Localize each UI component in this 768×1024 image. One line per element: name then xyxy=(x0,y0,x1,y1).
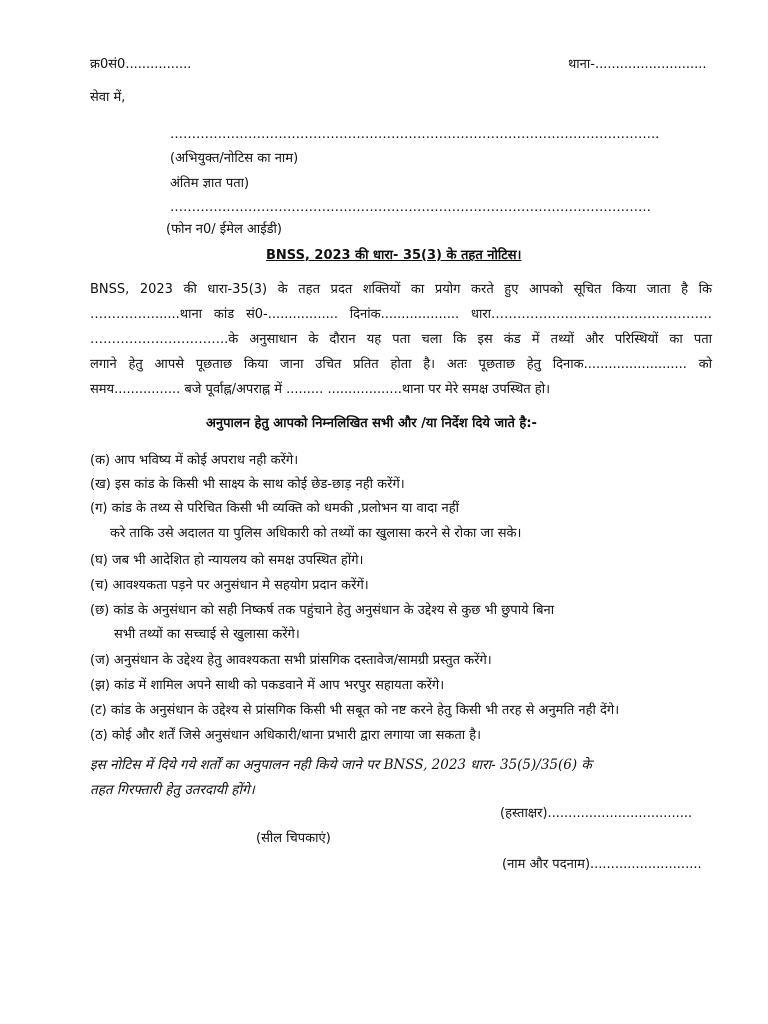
warning-line: तहत गिरफ्तारी हेतु उतरदायी होंगे। xyxy=(90,782,255,798)
recipient-contact-label: (फोन न0/ ईमेल आईडी) xyxy=(166,222,282,237)
case-number: क्र0सं0................ xyxy=(90,57,192,72)
instruction-item: (क) आप भविष्य में कोई अपराध नही करेंगे। xyxy=(90,453,299,468)
police-station: थाना-........................... xyxy=(568,57,707,72)
recipient-address-label: अंतिम ज्ञात पता) xyxy=(170,176,250,191)
instruction-item-continued: करे ताकि उसे अदालत या पुलिस अधिकारी को तथ्यों का खुलासा करने से रोका जा सके। xyxy=(110,526,522,541)
recipient-address-line: ………………………………………………………………………………………………… xyxy=(170,200,651,215)
notice-title: BNSS, 2023 की धारा- 35(3) के तहत नोटिस। xyxy=(266,248,522,263)
body-line: BNSS, 2023 की धारा-35(3) के तहत प्रदत शक्तियों का प्रयोग करते हुए आपको सूचित किया जाता है कि xyxy=(90,282,712,297)
signature-field: (हस्ताक्षर)................................... xyxy=(500,806,693,821)
instruction-item: (घ) जब भी आदेशित हो न्यायलय को समक्ष उपस्थित होंगे। xyxy=(90,553,364,568)
instruction-item: (ठ) कोई और शर्तें जिसे अनुसंधान अधिकारी/थाना प्रभारी द्वारा लगाया जा सकता है। xyxy=(90,728,482,743)
body-line: ……………......थाना कांड सं0-................. दिनांक................... धारा…………………………………………… xyxy=(90,307,712,322)
recipient-name-label: (अभियुक्त/नोटिस का नाम) xyxy=(170,151,299,166)
instruction-item-continued: सभी तथ्यों का सच्चाई से खुलासा करेंगे। xyxy=(114,627,300,642)
body-line: लगाने हेतु आपसे पूछताछ किया जाना उचित प्रतित होता है। अतः पूछताछ हेतु दिनाक......................... को xyxy=(90,357,712,372)
salutation: सेवा में, xyxy=(90,90,126,105)
instruction-item: (च) आवश्यकता पड़ने पर अनुसंधान मे सहयोग प्रदान करेंगें। xyxy=(90,578,369,593)
instruction-item: (छ) कांड के अनुसंधान को सही निष्कर्ष तक पहुंचाने हेतु अनुसंधान के उद्देश्य से कुछ भी छुपाये बिना xyxy=(90,603,555,618)
instruction-item: (झ) कांड में शामिल अपने साथी को पकडवाने में आप भरपुर सहायता करेंगे। xyxy=(90,678,445,693)
warning-line: इस नोटिस में दिये गये शर्तों का अनुपालन नही किये जाने पर BNSS, 2023 धारा- 35(5)/35(6) के xyxy=(90,757,592,773)
recipient-name-line: ………………………………………………………………………………………………….. xyxy=(170,127,660,142)
instruction-item: (ट) कांड के अनुसंधान के उद्देश्य से प्रांसगिक किसी भी सबूत को नष्ट करने हेतु किसी भी तरह से अनुमति नही देंगे। xyxy=(90,703,620,718)
instruction-item: (ख) इस कांड के किसी भी साक्ष्य के साथ कोई छेड-छाड़ नही करेंगें। xyxy=(90,477,405,492)
body-line: …………………………..के अनुसाधान के दौरान यह पता चला कि इस कंड में तथ्यों और परिस्थियों का पता xyxy=(90,332,712,347)
body-line: समय................ बजे पूर्वाह्न/अपराह्न में ......... ..................थाना पर मेरे समक्ष उपस्थित हो। xyxy=(90,382,551,397)
seal-label: (सील चिपकाएं) xyxy=(256,831,331,846)
instruction-item: (ग) कांड के तथ्य से परिचित किसी भी व्यक्ति को धमकी ,प्रलोभन या वादा नहीं xyxy=(90,501,459,516)
name-designation-field: (नाम और पदनाम)........................... xyxy=(502,857,702,872)
instruction-item: (ज) अनुसंधान के उद्देश्य हेतु आवश्यकता सभी प्रांसगिक दस्तावेज/सामग्री प्रस्तुत करेंगे। xyxy=(90,653,492,668)
instructions-heading: अनुपालन हेतु आपको निम्नलिखित सभी और /या निर्देश दिये जाते है:- xyxy=(206,416,537,431)
